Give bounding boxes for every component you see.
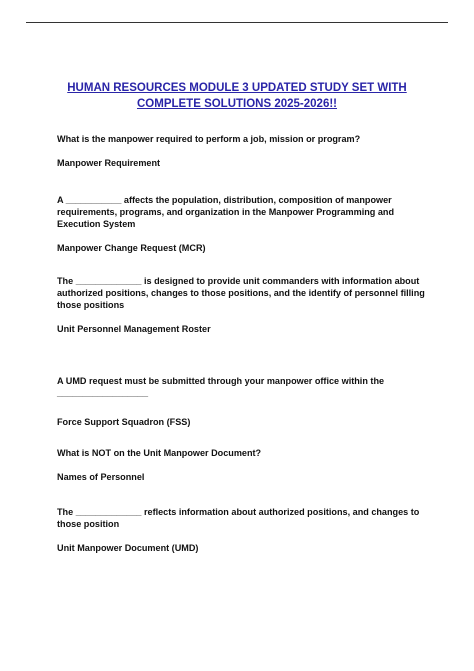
qa-item-6 — [57, 506, 432, 554]
answer-text: Manpower Requirement — [57, 158, 161, 168]
question-text: What is the manpower required to perform a job, mission or program? — [57, 134, 361, 144]
question-text: The _____________ reflects information about authorized positions, and changes to those position — [57, 507, 420, 529]
qa-item-2 — [57, 194, 432, 254]
answer-text: Unit Personnel Management Roster — [57, 324, 211, 334]
question-text: What is NOT on the Unit Manpower Document? — [57, 448, 262, 458]
qa-item-1 — [57, 133, 432, 169]
answer-text: Manpower Change Request (MCR) — [57, 243, 206, 253]
qa-item-3 — [57, 275, 432, 335]
document-title-line-2: COMPLETE SOLUTIONS 2025-2026!! — [136, 98, 338, 110]
document-title-line-1: HUMAN RESOURCES MODULE 3 UPDATED STUDY SET WITH — [67, 82, 407, 94]
question-text: A UMD request must be submitted through your manpower office within the __________________ — [57, 376, 385, 398]
question-text: The _____________ is designed to provide unit commanders with information about authorized positions, changes to those positions, and the identify of personnel filling those positions — [57, 276, 425, 310]
answer-text: Force Support Squadron (FSS) — [57, 417, 191, 427]
answer-text: Names of Personnel — [57, 472, 145, 482]
qa-item-5 — [57, 447, 432, 483]
qa-item-4 — [57, 375, 432, 428]
question-text: A ___________ affects the population, distribution, composition of manpower requirements, programs, and organization in the Manpower Programming and Execution System — [57, 195, 395, 229]
answer-text: Unit Manpower Document (UMD) — [57, 543, 199, 553]
document-title — [40, 80, 434, 112]
header-rule — [26, 22, 448, 23]
